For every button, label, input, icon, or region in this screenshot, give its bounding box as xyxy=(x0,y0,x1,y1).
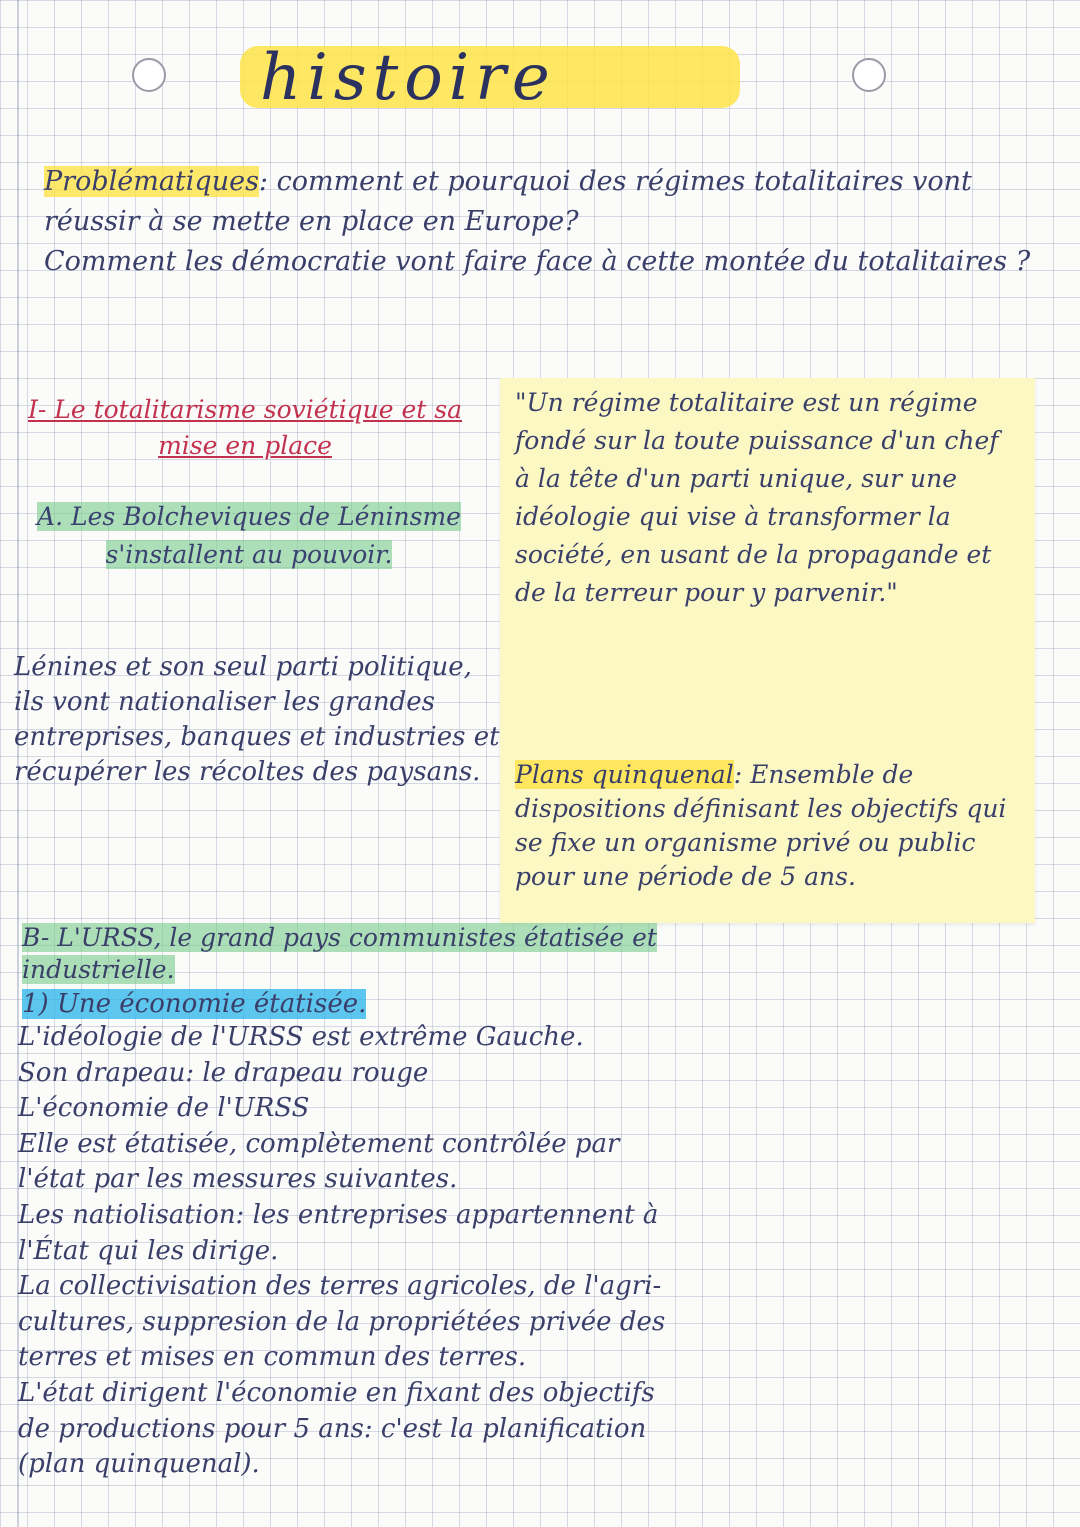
economy-line: l'état par les messures suivantes. xyxy=(18,1164,458,1195)
economy-line: de productions pour 5 ans: c'est la planification xyxy=(18,1413,647,1444)
plans-definition xyxy=(515,758,1020,894)
economy-line: Son drapeau: le drapeau rouge xyxy=(18,1057,429,1088)
economy-line: L'économie de l'URSS xyxy=(18,1093,310,1124)
economy-text xyxy=(18,1020,1048,1483)
economy-line: l'État qui les dirige. xyxy=(18,1235,279,1266)
problematique-line xyxy=(44,162,1034,242)
economy-line: Les natiolisation: les entreprises appartennent à xyxy=(18,1199,659,1230)
plans-text: : Ensemble de dispositions définisant les objectifs qui se fixe un organisme privé ou public pour une période de 5 ans. xyxy=(515,760,1007,891)
problematique xyxy=(44,162,1034,282)
binder-hole-left xyxy=(132,58,166,92)
problematique-question-2: Comment les démocratie vont faire face à cette montée du totalitaires ? xyxy=(44,246,1031,277)
economy-line: L'état dirigent l'économie en fixant des objectifs xyxy=(18,1377,655,1408)
problematique-label: Problématiques xyxy=(44,166,259,197)
section-1-title: I- Le totalitarisme soviétique et sa mise en place xyxy=(27,395,463,460)
economy-line: cultures, suppresion de la propriétées privée des xyxy=(18,1306,666,1337)
section-1a-title: A. Les Bolcheviques de Léninsme s'installent au pouvoir. xyxy=(37,502,461,569)
totalitarian-definition: "Un régime totalitaire est un régime fondé sur la toute puissance d'un chef à la tête d'un parti unique, sur une idéologie qui vise à transformer la société, en usant de la propagande et de la terreur pour y parvenir." xyxy=(515,388,999,607)
section-b-title: B- L'URSS, le grand pays communistes étatisée et industrielle. xyxy=(22,923,657,984)
page-title-block xyxy=(240,40,780,120)
plans-label: Plans quinquenal xyxy=(515,760,734,789)
economy-line: L'idéologie de l'URSS est extrême Gauche. xyxy=(18,1022,584,1052)
economy-line: La collectivisation des terres agricoles, de l'agri- xyxy=(18,1271,662,1302)
economy-line: Elle est étatisée, complètement contrôlée par xyxy=(18,1128,620,1159)
economy-title: 1) Une économie étatisée. xyxy=(22,989,367,1019)
economy-line: (plan quinquenal). xyxy=(18,1449,260,1480)
section-1a-text: Lénines et son seul parti politique, ils vont nationaliser les grandes entreprises, banques et industries et récupérer les récoltes des paysans. xyxy=(14,652,500,787)
problematique-text: : comment et pourquoi des régimes totalitaires vont réussir à se mette en place en Europe? xyxy=(44,166,972,237)
page-title: histoire xyxy=(260,41,556,115)
economy-line: terres et mises en commun des terres. xyxy=(18,1342,527,1373)
binder-hole-right xyxy=(852,58,886,92)
